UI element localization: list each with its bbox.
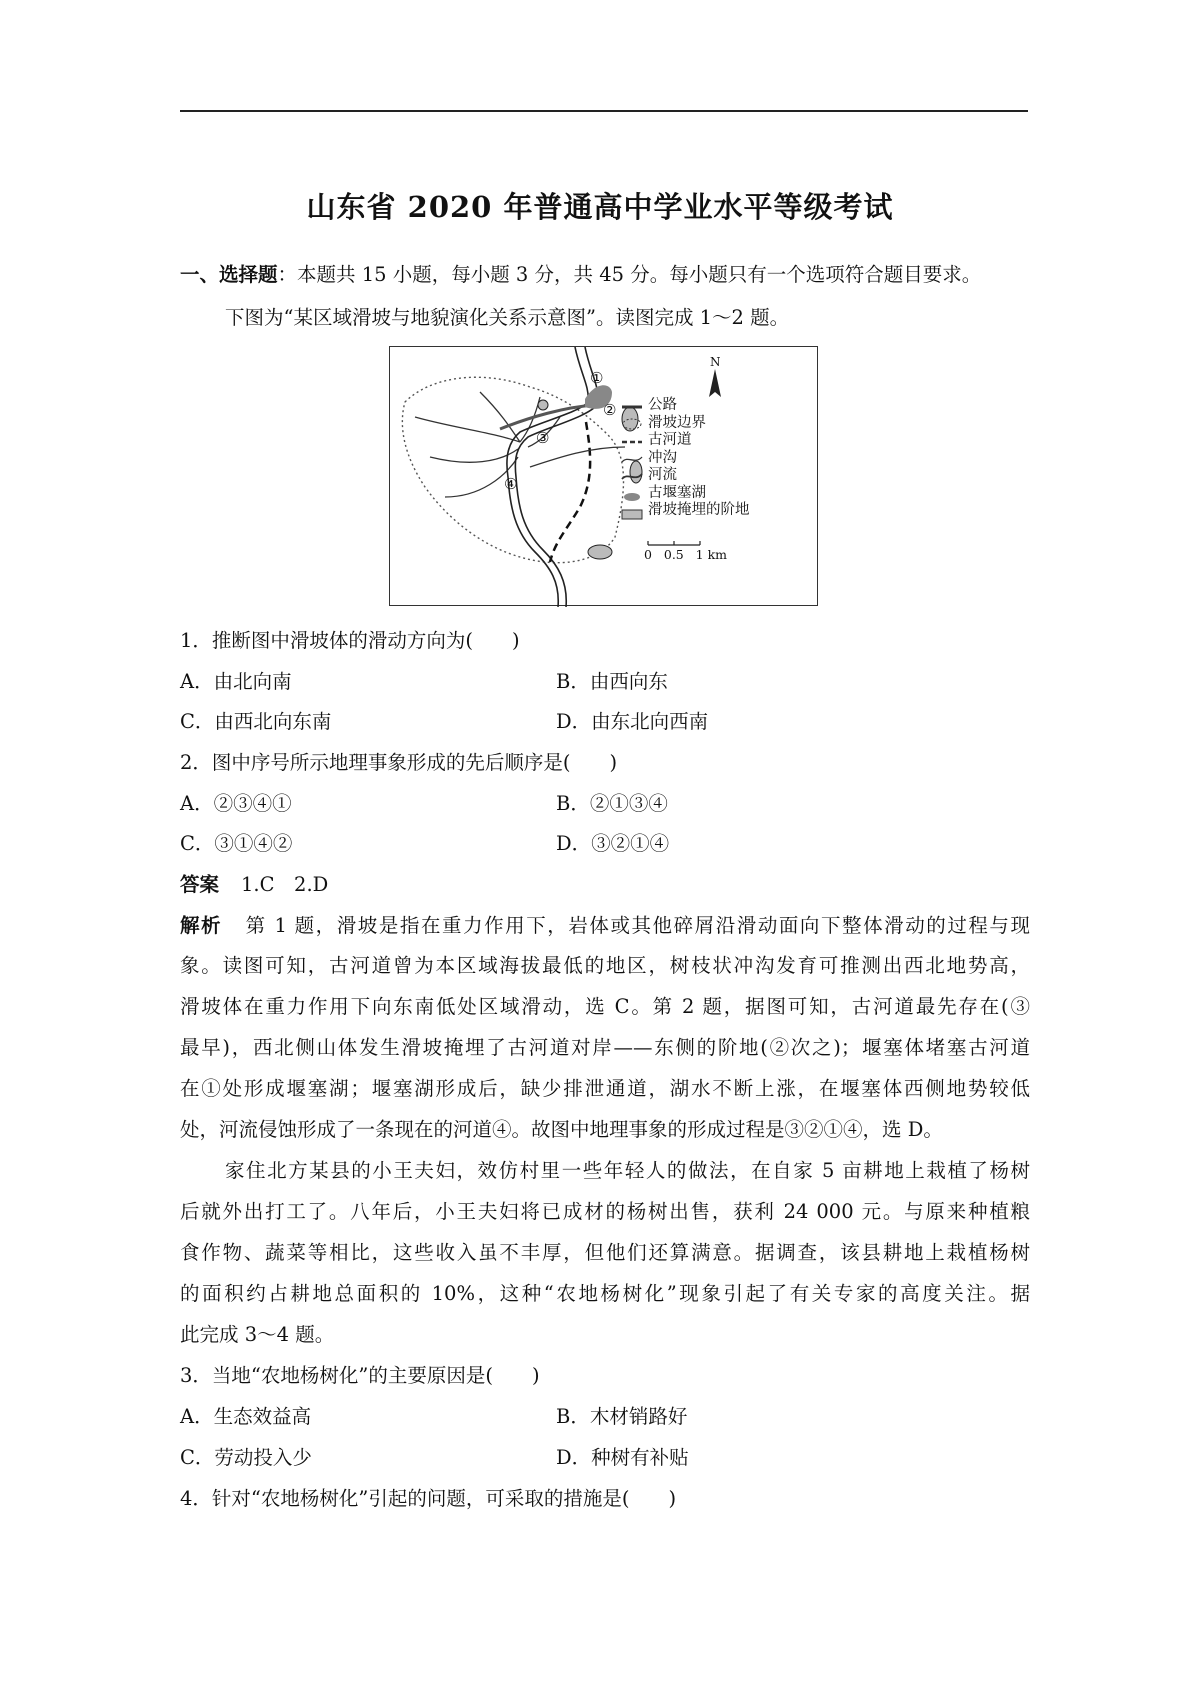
landslide-map-figure (389, 346, 818, 606)
marker-1: ① (590, 369, 604, 387)
q3-option-d: D．种树有补贴 (556, 1446, 689, 1469)
answer-label: 答案 (180, 873, 220, 896)
map-legend (648, 397, 750, 520)
analysis-label: 解析 (180, 914, 223, 937)
legend-ancient-channel: 古河道 (648, 432, 692, 448)
intro-q1-2: 下图为“某区域滑坡与地貌演化关系示意图”。读图完成 1～2 题。 (225, 306, 790, 329)
north-label: N (710, 355, 721, 369)
passage-line-4: 的面积约占耕地总面积的 10%，这种“农地杨树化”现象引起了有关专家的高度关注。据 (180, 1282, 1030, 1305)
ancient-channel (550, 422, 590, 562)
q1-option-b: B．由西向东 (556, 670, 668, 693)
legend-buried-terrace: 滑坡掩埋的阶地 (648, 502, 750, 518)
q3-option-b: B．木材销路好 (556, 1405, 688, 1428)
scale-bar (648, 541, 700, 545)
river (507, 347, 598, 607)
tributary (530, 447, 625, 467)
q2-option-c: C．③①④② (180, 832, 293, 855)
q2-option-b: B．②①③④ (556, 792, 668, 815)
analysis-line-1: 解析 第 1 题，滑坡是指在重力作用下，岩体或其他碎屑沿滑动面向下整体滑动的过程与现 (180, 914, 1030, 937)
q1-option-c: C．由西北向东南 (180, 710, 332, 733)
section-text: ：本题共 15 小题，每小题 3 分，共 45 分。每小题只有一个选项符合题目要求。 (277, 263, 982, 286)
q4-stem: 4．针对“农地杨树化”引起的问题，可采取的措施是( ) (180, 1487, 677, 1510)
legend-gully: 冲沟 (648, 449, 677, 466)
road (500, 405, 595, 429)
answer-line (180, 872, 1030, 898)
passage-line-3: 食作物、蔬菜等相比，这些收入虽不丰厚，但他们还算满意。据调查，该县耕地上栽植杨树 (180, 1241, 1030, 1264)
q2-stem: 2．图中序号所示地理事象形成的先后顺序是( ) (180, 751, 618, 774)
legend-river: 河流 (648, 467, 677, 483)
marker-2: ② (603, 401, 617, 419)
marker-3: ③ (536, 429, 550, 447)
analysis-line-5: 在①处形成堰塞湖；堰塞湖形成后，缺少排泄通道，湖水不断上涨，在堰塞体西侧地势较低 (180, 1077, 1030, 1100)
q1-stem: 1．推断图中滑坡体的滑动方向为( ) (180, 629, 520, 652)
marker-4: ④ (504, 475, 518, 493)
q3-stem: 3．当地“农地杨树化”的主要原因是( ) (180, 1364, 540, 1387)
answer-text: 1.C 2.D (241, 873, 329, 896)
passage-line-2: 后就外出打工了。八年后，小王夫妇将已成材的杨树出售，获利 24 000 元。与原来种植粮 (180, 1200, 1030, 1223)
q1-option-a: A．由北向南 (180, 670, 292, 693)
legend-road: 公路 (648, 397, 677, 413)
scale-label: 0 0.5 1 km (644, 547, 728, 562)
section-heading: 一、选择题 (180, 263, 278, 286)
analysis-line-4: 最早)，西北侧山体发生滑坡掩埋了古河道对岸——东侧的阶地(②次之)；堰塞体堵塞古河道 (180, 1036, 1030, 1059)
map-drawing (390, 347, 819, 607)
q3-option-c: C．劳动投入少 (180, 1446, 312, 1469)
q2-option-d: D．③②①④ (556, 832, 670, 855)
header-rule (180, 110, 1028, 112)
q1-option-d: D．由东北向西南 (556, 710, 709, 733)
passage-line-1: 家住北方某县的小王夫妇，效仿村里一些年轻人的做法，在自家 5 亩耕地上栽植了杨树 (225, 1159, 1030, 1182)
page-title: 山东省 2020 年普通高中学业水平等级考试 (306, 190, 894, 224)
analysis-line-2: 象。读图可知，古河道曾为本区域海拔最低的地区，树枝状冲沟发育可推测出西北地势高， (180, 954, 1030, 977)
legend-dammed-lake: 古堰塞湖 (648, 484, 706, 501)
q3-option-a: A．生态效益高 (180, 1405, 312, 1428)
legend-slide-boundary: 滑坡边界 (648, 414, 706, 431)
q2-option-a: A．②③④① (180, 792, 292, 815)
passage-line-5: 此完成 3～4 题。 (180, 1323, 335, 1346)
analysis-line-6: 处，河流侵蚀形成了一条现在的河道④。故图中地理事象的形成过程是③②①④，选 D。 (180, 1118, 943, 1141)
section-instruction (180, 262, 1030, 288)
north-arrow-icon (709, 369, 721, 397)
analysis-line-3: 滑坡体在重力作用下向东南低处区域滑动，选 C。第 2 题，据图可知，古河道最先存在(③ (180, 995, 1030, 1018)
